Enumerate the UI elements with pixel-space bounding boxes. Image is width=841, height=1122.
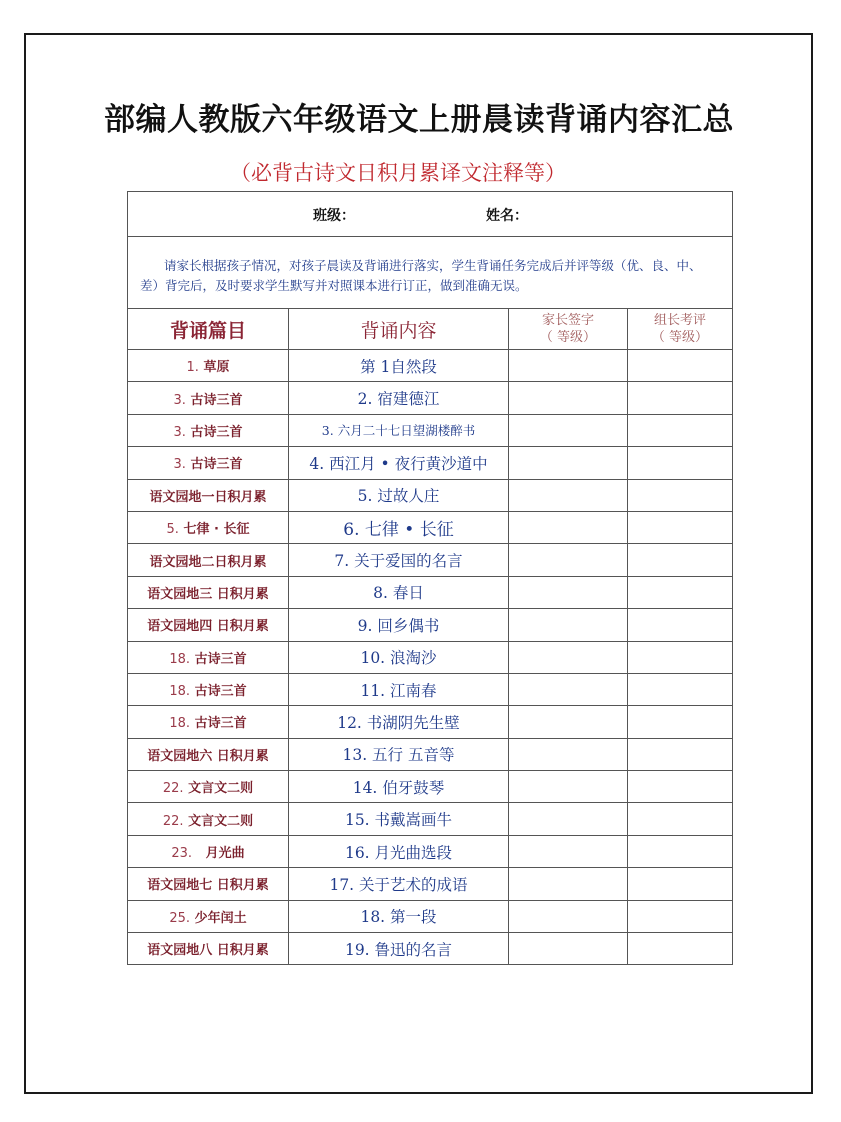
lesson-title: 语文园地七 日积月累 — [147, 878, 269, 894]
lesson-title-cell — [128, 868, 289, 900]
lesson-title-cell — [128, 511, 289, 543]
parent-sign-cell[interactable] — [509, 673, 628, 705]
lesson-title: 语文园地八 日积月累 — [147, 943, 269, 959]
lesson-title: 草原 — [203, 360, 230, 376]
lesson-title-cell — [128, 350, 289, 382]
lesson-title: 古诗三首 — [194, 684, 247, 700]
lesson-title: 古诗三首 — [194, 716, 247, 732]
parent-sign-cell[interactable] — [509, 544, 628, 576]
parent-sign-cell[interactable] — [509, 803, 628, 835]
lesson-title: 七律 · 长征 — [183, 522, 250, 538]
leader-review-cell[interactable] — [628, 641, 733, 673]
leader-review-cell[interactable] — [628, 447, 733, 479]
lesson-number: 23. — [171, 846, 193, 862]
parent-sign-cell[interactable] — [509, 414, 628, 446]
table-row — [128, 544, 733, 576]
recitation-content-cell: 15. 书戴嵩画牛 — [289, 803, 509, 835]
parent-sign-cell[interactable] — [509, 933, 628, 965]
lesson-title: 少年闰土 — [194, 910, 247, 926]
lesson-title: 语文园地四 日积月累 — [147, 619, 269, 635]
lesson-title: 文言文二则 — [188, 813, 254, 829]
lesson-title-cell — [128, 447, 289, 479]
parent-sign-label: 家长签字 — [541, 313, 594, 328]
parent-sign-cell[interactable] — [509, 868, 628, 900]
parent-sign-grade: （ 等级） — [539, 330, 597, 345]
table-row — [128, 933, 733, 965]
table-row — [128, 609, 733, 641]
lesson-title-cell — [128, 803, 289, 835]
lesson-title: 月光曲 — [205, 846, 245, 862]
parent-sign-cell[interactable] — [509, 641, 628, 673]
leader-review-cell[interactable] — [628, 382, 733, 414]
leader-review-cell[interactable] — [628, 868, 733, 900]
lesson-number: 18. — [169, 716, 191, 732]
lesson-number: 1. — [186, 360, 199, 376]
parent-sign-cell[interactable] — [509, 706, 628, 738]
class-label: 班级： — [313, 208, 355, 224]
header-row — [128, 309, 733, 350]
spacer — [192, 846, 206, 861]
header-title-col: 背诵篇目 — [128, 309, 289, 350]
recitation-content-cell: 3. 六月二十七日望湖楼醉书 — [289, 414, 509, 446]
lesson-title: 语文园地三 日积月累 — [147, 586, 269, 602]
lesson-number: 5. — [166, 522, 179, 538]
recitation-content-cell: 14. 伯牙鼓琴 — [289, 771, 509, 803]
table-row — [128, 771, 733, 803]
parent-sign-cell[interactable] — [509, 511, 628, 543]
lesson-number: 22. — [162, 781, 184, 797]
table-row — [128, 641, 733, 673]
lesson-title-cell — [128, 382, 289, 414]
table-row — [128, 803, 733, 835]
leader-review-cell[interactable] — [628, 933, 733, 965]
recitation-table — [127, 191, 733, 965]
table-row — [128, 479, 733, 511]
leader-review-cell[interactable] — [628, 771, 733, 803]
lesson-title-cell — [128, 900, 289, 932]
lesson-number: 22. — [162, 813, 184, 829]
lesson-number: 25. — [169, 910, 191, 926]
leader-review-grade: （ 等级） — [651, 330, 709, 345]
recitation-content-cell: 8. 春日 — [289, 576, 509, 608]
parent-sign-cell[interactable] — [509, 835, 628, 867]
leader-review-cell[interactable] — [628, 673, 733, 705]
info-row — [128, 192, 733, 237]
lesson-title-cell — [128, 835, 289, 867]
table-row — [128, 835, 733, 867]
recitation-content-cell: 12. 书湖阴先生壁 — [289, 706, 509, 738]
note-row — [128, 237, 733, 309]
leader-review-cell[interactable] — [628, 900, 733, 932]
info-cell — [128, 192, 733, 237]
parent-sign-cell[interactable] — [509, 447, 628, 479]
table-row — [128, 414, 733, 446]
leader-review-cell[interactable] — [628, 609, 733, 641]
leader-review-cell[interactable] — [628, 738, 733, 770]
recitation-content-cell: 7. 关于爱国的名言 — [289, 544, 509, 576]
leader-review-cell[interactable] — [628, 803, 733, 835]
recitation-content-cell: 10. 浪淘沙 — [289, 641, 509, 673]
header-content-col: 背诵内容 — [289, 309, 509, 350]
parent-sign-cell[interactable] — [509, 479, 628, 511]
instruction-note — [128, 237, 733, 309]
lesson-title-cell — [128, 576, 289, 608]
table-row — [128, 350, 733, 382]
name-label: 姓名： — [486, 208, 528, 224]
recitation-content-cell: 17. 关于艺术的成语 — [289, 868, 509, 900]
leader-review-cell[interactable] — [628, 706, 733, 738]
leader-review-label: 组长考评 — [653, 313, 706, 328]
parent-sign-cell[interactable] — [509, 771, 628, 803]
table-row — [128, 738, 733, 770]
table-row — [128, 900, 733, 932]
table-row — [128, 868, 733, 900]
recitation-content-cell: 5. 过故人庄 — [289, 479, 509, 511]
lesson-title-cell — [128, 933, 289, 965]
table-row — [128, 511, 733, 543]
recitation-content-cell: 6. 七律 • 长征 — [289, 511, 509, 543]
recitation-content-cell: 19. 鲁迅的名言 — [289, 933, 509, 965]
leader-review-cell[interactable] — [628, 414, 733, 446]
recitation-content-cell: 16. 月光曲选段 — [289, 835, 509, 867]
lesson-title-cell — [128, 771, 289, 803]
lesson-title-cell — [128, 641, 289, 673]
recitation-content-cell: 第 1自然段 — [289, 350, 509, 382]
recitation-content-cell: 4. 西江月 • 夜行黄沙道中 — [289, 447, 509, 479]
leader-review-cell[interactable] — [628, 511, 733, 543]
parent-sign-cell[interactable] — [509, 350, 628, 382]
leader-review-cell[interactable] — [628, 835, 733, 867]
lesson-title: 古诗三首 — [190, 457, 243, 473]
table-row — [128, 447, 733, 479]
recitation-content-cell: 11. 江南春 — [289, 673, 509, 705]
lesson-title: 语文园地二日积月累 — [149, 554, 267, 570]
lesson-title: 古诗三首 — [190, 424, 243, 440]
page-title: 部编人教版六年级语文上册晨读背诵内容汇总 — [104, 102, 734, 138]
leader-review-cell[interactable] — [628, 576, 733, 608]
lesson-title-cell — [128, 738, 289, 770]
lesson-title-cell — [128, 673, 289, 705]
table-row — [128, 576, 733, 608]
parent-sign-cell[interactable] — [509, 382, 628, 414]
lesson-number: 18. — [169, 651, 191, 667]
lesson-title: 古诗三首 — [194, 651, 247, 667]
table-row — [128, 706, 733, 738]
lesson-number: 3. — [173, 457, 186, 473]
leader-review-cell[interactable] — [628, 350, 733, 382]
recitation-content-cell: 9. 回乡偶书 — [289, 609, 509, 641]
header-leader-review-col — [628, 309, 733, 350]
leader-review-cell[interactable] — [628, 544, 733, 576]
recitation-content-cell: 13. 五行 五音等 — [289, 738, 509, 770]
lesson-title-cell — [128, 544, 289, 576]
page-subtitle: （必背古诗文日积月累译文注释等） — [230, 161, 566, 185]
recitation-content-cell: 18. 第一段 — [289, 900, 509, 932]
lesson-number: 18. — [169, 684, 191, 700]
lesson-title-cell — [128, 479, 289, 511]
leader-review-cell[interactable] — [628, 479, 733, 511]
parent-sign-cell[interactable] — [509, 900, 628, 932]
parent-sign-cell[interactable] — [509, 738, 628, 770]
lesson-title-cell — [128, 706, 289, 738]
parent-sign-cell[interactable] — [509, 576, 628, 608]
lesson-title: 古诗三首 — [190, 392, 243, 408]
lesson-title: 语文园地一日积月累 — [149, 489, 267, 505]
lesson-number: 3. — [173, 392, 186, 408]
table-row — [128, 673, 733, 705]
lesson-title-cell — [128, 414, 289, 446]
lesson-title: 语文园地六 日积月累 — [147, 748, 269, 764]
instruction-text: 请家长根据孩子情况，对孩子晨读及背诵进行落实，学生背诵任务完成后并评等级（优、良、中、差）背完后，及时要求学生默写并对照课本进行订正，做到准确无误。 — [140, 257, 702, 293]
lesson-title-cell — [128, 609, 289, 641]
parent-sign-cell[interactable] — [509, 609, 628, 641]
table-row — [128, 382, 733, 414]
header-parent-sign-col — [509, 309, 628, 350]
lesson-number: 3. — [173, 424, 186, 440]
recitation-content-cell: 2. 宿建德江 — [289, 382, 509, 414]
lesson-title: 文言文二则 — [188, 781, 254, 797]
